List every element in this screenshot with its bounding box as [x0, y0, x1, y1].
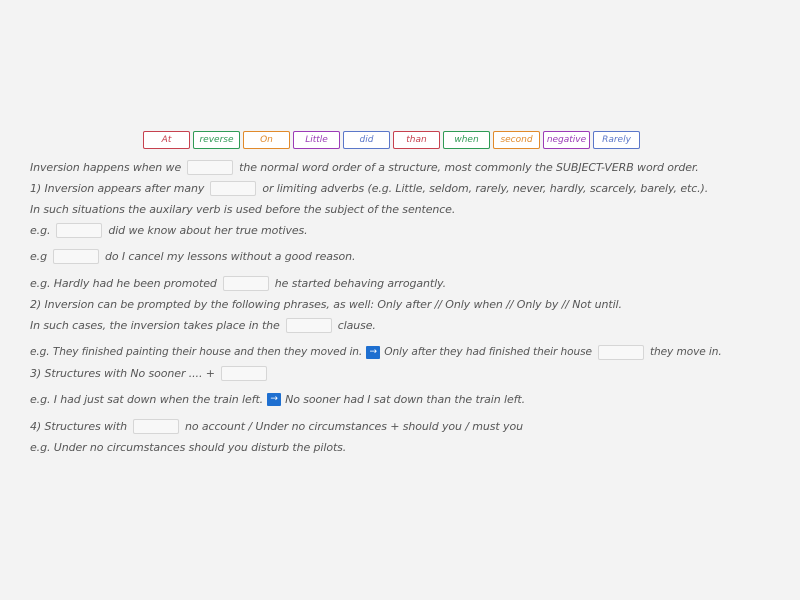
- sentence-line-1: [30, 157, 699, 177]
- answer-gap-6[interactable]: [286, 318, 332, 333]
- answer-gap-2[interactable]: [210, 181, 256, 196]
- word-chip-than[interactable]: than: [393, 131, 440, 149]
- word-chip-rarely[interactable]: Rarely: [593, 131, 640, 149]
- arrow-right-icon: →: [366, 346, 380, 359]
- word-chip-negative[interactable]: negative: [543, 131, 590, 149]
- sentence-text: e.g. They finished painting their house and then they moved in.: [30, 346, 363, 358]
- sentence-text: he started behaving arrogantly.: [274, 276, 446, 290]
- answer-gap-4[interactable]: [53, 249, 99, 264]
- sentence-text: they move in.: [649, 346, 722, 358]
- sentence-text: Only after they had finished their house: [384, 346, 592, 358]
- sentence-text: Inversion happens when we: [30, 160, 182, 174]
- sentence-text: e.g. Under no circumstances should you disturb the pilots.: [30, 440, 347, 454]
- word-chip-at[interactable]: At: [143, 131, 190, 149]
- sentence-text: In such cases, the inversion takes place in the: [30, 318, 280, 332]
- sentence-text: 1) Inversion appears after many: [30, 181, 205, 195]
- sentence-line-5: [30, 246, 355, 266]
- word-chip-when[interactable]: when: [443, 131, 490, 149]
- sentence-text: In such situations the auxilary verb is used before the subject of the sentence.: [30, 202, 456, 216]
- sentence-text: e.g.: [30, 223, 51, 237]
- sentence-line-8: [30, 315, 376, 335]
- sentence-line-11: [30, 389, 525, 409]
- sentence-text: clause.: [337, 318, 376, 332]
- sentence-line-2: [30, 178, 708, 198]
- sentence-line-6: [30, 273, 446, 293]
- sentence-line-10: [30, 363, 273, 383]
- sentence-text: e.g: [30, 249, 47, 263]
- answer-gap-9[interactable]: [133, 419, 179, 434]
- sentence-text: 4) Structures with: [30, 419, 127, 433]
- sentence-text: 3) Structures with No sooner .... +: [30, 366, 215, 380]
- answer-gap-7[interactable]: [598, 345, 644, 360]
- answer-gap-3[interactable]: [56, 223, 102, 238]
- answer-gap-1[interactable]: [187, 160, 233, 175]
- sentence-text: do I cancel my lessons without a good reason.: [104, 249, 356, 263]
- sentence-line-4: [30, 220, 308, 240]
- sentence-line-12: [30, 416, 523, 436]
- sentence-text: or limiting adverbs (e.g. Little, seldom, rarely, never, hardly, scarcely, barely, etc.).: [262, 181, 709, 195]
- word-bank: [143, 131, 657, 151]
- sentence-text: 2) Inversion can be prompted by the following phrases, as well: Only after // Only when // Only by // Not until.: [30, 297, 622, 311]
- sentence-text: the normal word order of a structure, most commonly the SUBJECT-VERB word order.: [239, 160, 699, 174]
- word-chip-on[interactable]: On: [243, 131, 290, 149]
- sentence-text: no account / Under no circumstances + should you / must you: [184, 419, 523, 433]
- sentence-line-7: [30, 294, 622, 314]
- word-chip-reverse[interactable]: reverse: [193, 131, 240, 149]
- sentence-text: No sooner had I sat down than the train left.: [285, 392, 526, 406]
- sentence-text: e.g. I had just sat down when the train left.: [30, 392, 264, 406]
- arrow-right-icon: →: [267, 393, 281, 406]
- sentence-line-3: [30, 199, 455, 219]
- sentence-line-9: [30, 342, 722, 362]
- answer-gap-5[interactable]: [223, 276, 269, 291]
- sentence-line-13: [30, 437, 346, 457]
- sentence-text: did we know about her true motives.: [108, 223, 308, 237]
- word-chip-little[interactable]: Little: [293, 131, 340, 149]
- word-chip-did[interactable]: did: [343, 131, 390, 149]
- answer-gap-8[interactable]: [221, 366, 267, 381]
- word-chip-second[interactable]: second: [493, 131, 540, 149]
- sentence-text: e.g. Hardly had he been promoted: [30, 276, 217, 290]
